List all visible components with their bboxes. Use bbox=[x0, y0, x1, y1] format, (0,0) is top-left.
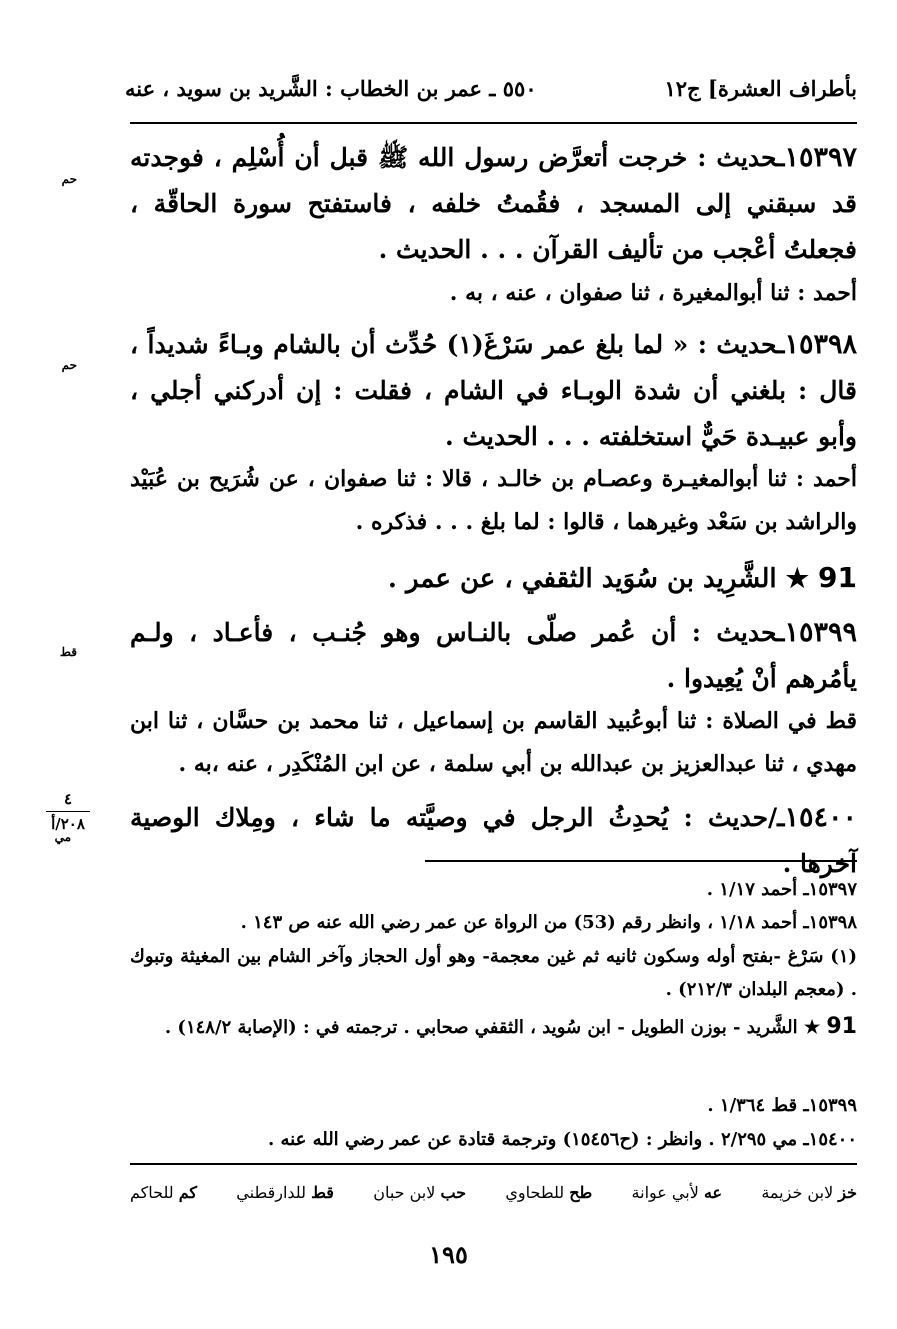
manuscript-folio-ref bbox=[38, 790, 98, 833]
hadith-text: ـحديث : « لما بلغ عمر سَرْغَ(١) حُدِّث أن بالشام وبـاءً شديداً ، قال : بلغني أن شدة الوبـاء في الشام ، فقلت : إن أدركني أجلي ، وأبو عبيـدة حَيٌّ استخلفته . . . الحديث . bbox=[130, 330, 857, 451]
hadith-number: ١٥٣٩٨ bbox=[784, 329, 858, 360]
star-icon: ★ bbox=[785, 564, 809, 594]
header-book-title: بأطراف العشرة] ج١٢ bbox=[664, 76, 857, 101]
hadith-text: ـحديث : خرجت أتعرَّض رسول الله ﷺ قبل أن أُسْلِم ، فوجدته قد سبقني إلى المسجد ، فقُمتُ خلفه ، فاستفتح سورة الحاقّة ، فجعلتُ أعْجب من تأليف القرآن . . . الحديث . bbox=[130, 143, 857, 264]
footnote-15398: ١٥٣٩٨ـ أحمد ١/١٨ ، وانظر رقم (53) من الرواة عن عمر رضي الله عنه ص ١٤٣ . bbox=[240, 912, 857, 933]
abbr-item: كم للحاكم bbox=[130, 1183, 197, 1202]
siglum-mark: قط bbox=[59, 645, 77, 659]
footnote-15397: ١٥٣٩٧ـ أحمد ١/١٧ . bbox=[706, 879, 857, 900]
hadith-number: ١٥٣٩٩ bbox=[784, 617, 857, 648]
abbr-item: خز لابن خزيمة bbox=[761, 1183, 857, 1202]
hadith-15398 bbox=[130, 322, 857, 460]
footnote-rule bbox=[425, 860, 857, 862]
footnote-sahabi bbox=[130, 1010, 857, 1044]
siglum-mark: حم bbox=[61, 358, 77, 372]
abbr-item: قط للدارقطني bbox=[236, 1183, 334, 1202]
siglum-mark: مي bbox=[54, 830, 71, 844]
hadith-15397 bbox=[130, 135, 857, 273]
abbr-item: حب لابن حبان bbox=[373, 1183, 467, 1202]
footnote-sargh: (١) سَرْغ -بفتح أوله وسكون ثانيه ثم غين معجمة- وهو أول الحجاز وآخر الشام بين المغيثة وتبوك . (معجم البلدان ٢١٢/٣) . bbox=[130, 946, 857, 1000]
abbreviations-key bbox=[130, 1183, 857, 1202]
footnote-sahabi-number: 91 bbox=[826, 1014, 857, 1039]
header-rule bbox=[130, 122, 857, 124]
source-15398: أحمد : ثنا أبوالمغيـرة وعصـام بن خالـد ، قالا : ثنا صفوان ، عن شُرَيح بن عُبَيْد والراشد بن سَعْد وغيرهما ، قالوا : لما بلغ . . . فذكره . bbox=[130, 466, 857, 535]
hadith-text: ـ/حديث : يُحدِثُ الرجل في وصيَّته ما شاء ، ومِلاك الوصية آخرها . bbox=[130, 803, 857, 878]
page-number: ١٩٥ bbox=[429, 1240, 468, 1269]
footnote-sahabi-text: الشَّريد - بوزن الطويل - ابن سُويد ، الثقفي صحابي . ترجمته في : (الإصابة ١٤٨/٢) . bbox=[164, 1017, 798, 1038]
header-section-title: ٥٥٠ ـ عمر بن الخطاب : الشَّريد بن سويد ، عنه bbox=[125, 76, 537, 101]
hadith-text: ـحديث : أن عُمر صلّى بالنـاس وهو جُنـب ، فأعـاد ، ولـم يأمُرهم أنْ يُعِيدوا . bbox=[130, 618, 857, 693]
sahabi-name: الشَّرِيد بن سُوَيد الثقفي ، عن عمر . bbox=[387, 564, 777, 594]
hadith-15399 bbox=[130, 610, 857, 702]
hadith-number: ١٥٤٠٠ bbox=[784, 802, 857, 833]
abbreviations-rule bbox=[130, 1163, 857, 1165]
abbr-item: طح للطحاوي bbox=[505, 1183, 593, 1202]
folio-bottom: ٢٠٨/أ bbox=[51, 815, 85, 833]
folio-divider bbox=[46, 811, 90, 812]
folio-top: ٤ bbox=[63, 790, 73, 808]
source-15399: قط في الصلاة : ثنا أبوعُبيد القاسم بن إسماعيل ، ثنا محمد بن حسَّان ، ثنا ابن مهدي ، ثنا عبدالعزيز بن عبدالله بن أبي سلمة ، عن ابن المُنْكَدِر ، عنه ،به . bbox=[130, 708, 857, 777]
running-header bbox=[125, 72, 857, 108]
source-15397: أحمد : ثنا أبوالمغيرة ، ثنا صفوان ، عنه ، به . bbox=[449, 280, 857, 306]
footnote-15400: ١٥٤٠٠ـ مي ٢/٢٩٥ . وانظر : (ح١٥٤٥٦) وترجمة قتادة عن عمر رضي الله عنه . bbox=[267, 1129, 857, 1150]
hadith-number: ١٥٣٩٧ bbox=[784, 142, 857, 173]
siglum-mark: حم bbox=[61, 172, 77, 186]
sahabi-heading bbox=[130, 556, 857, 601]
sahabi-number: 91 bbox=[818, 561, 857, 594]
star-icon: ★ bbox=[803, 1017, 821, 1038]
footnote-15399: ١٥٣٩٩ـ قط ١/٣٦٤ . bbox=[707, 1095, 857, 1116]
abbr-item: عه لأبي عوانة bbox=[631, 1183, 723, 1202]
